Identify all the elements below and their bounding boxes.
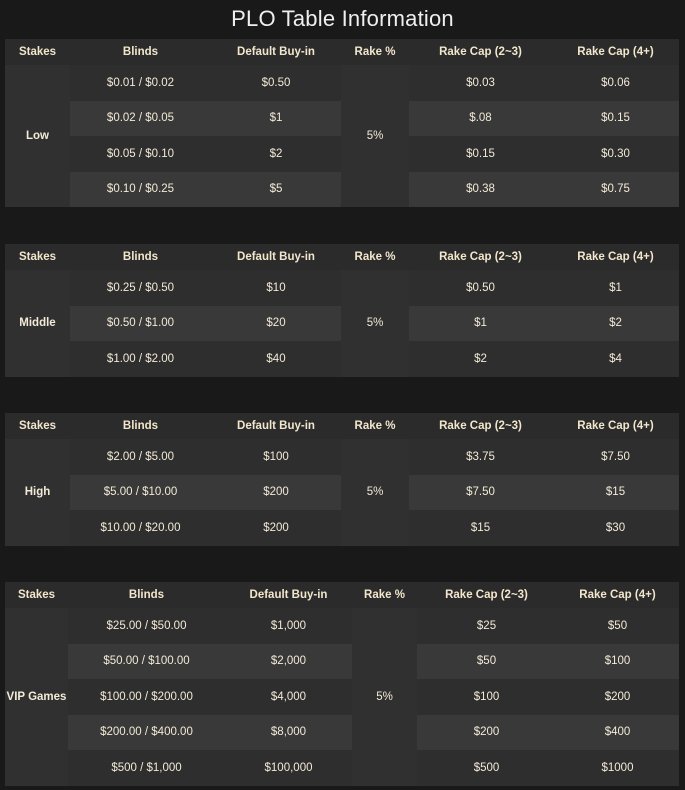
table-row	[5, 750, 679, 786]
buyin-cell: $10	[211, 270, 341, 306]
buyin-cell: $40	[211, 341, 341, 377]
rake-cap-4-plus-cell: $7.50	[552, 439, 679, 475]
blinds-cell: $200.00 / $400.00	[68, 715, 225, 751]
rake-cap-2-3-cell: $2	[409, 341, 552, 377]
rake-cap-2-3-cell: $0.03	[409, 65, 552, 101]
table-header-row	[5, 582, 679, 608]
blinds-cell: $100.00 / $200.00	[68, 679, 225, 715]
stake-level: Middle	[5, 270, 70, 377]
stake-level: VIP Games	[5, 608, 68, 786]
low-stakes-table	[5, 39, 679, 207]
header-default-buyin: Default Buy-in	[211, 413, 341, 439]
rake-cap-2-3-cell: $.08	[409, 101, 552, 137]
blinds-cell: $50.00 / $100.00	[68, 644, 225, 680]
buyin-cell: $200	[211, 475, 341, 511]
header-default-buyin: Default Buy-in	[211, 39, 341, 65]
rake-cap-4-plus-cell: $30	[552, 510, 679, 546]
buyin-cell: $100,000	[225, 750, 352, 786]
buyin-cell: $100	[211, 439, 341, 475]
rake-cap-4-plus-cell: $4	[552, 341, 679, 377]
rake-cap-4-plus-cell: $400	[556, 715, 679, 751]
header-stakes: Stakes	[5, 413, 70, 439]
buyin-cell: $20	[211, 306, 341, 342]
rake-cap-2-3-cell: $100	[417, 679, 556, 715]
header-rake-cap-2-3: Rake Cap (2~3)	[409, 244, 552, 270]
blinds-cell: $25.00 / $50.00	[68, 608, 225, 644]
blinds-cell: $10.00 / $20.00	[70, 510, 211, 546]
header-rake-percent: Rake %	[341, 244, 409, 270]
header-rake-percent: Rake %	[341, 39, 409, 65]
rake-cap-4-plus-cell: $2	[552, 306, 679, 342]
rake-cap-2-3-cell: $0.15	[409, 136, 552, 172]
high-stakes-table	[5, 413, 679, 546]
rake-cap-2-3-cell: $25	[417, 608, 556, 644]
rake-cap-4-plus-cell: $1000	[556, 750, 679, 786]
table-header-row	[5, 413, 679, 439]
rake-cap-2-3-cell: $0.38	[409, 172, 552, 208]
rake-cap-2-3-cell: $500	[417, 750, 556, 786]
buyin-cell: $1	[211, 101, 341, 137]
header-rake-percent: Rake %	[341, 413, 409, 439]
blinds-cell: $5.00 / $10.00	[70, 475, 211, 511]
blinds-cell: $2.00 / $5.00	[70, 439, 211, 475]
table-header-row	[5, 39, 679, 65]
rake-cap-4-plus-cell: $100	[556, 644, 679, 680]
rake-percent-cell: 5%	[341, 270, 409, 377]
vip-stakes-table	[5, 582, 679, 786]
blinds-cell: $0.01 / $0.02	[70, 65, 211, 101]
header-rake-percent: Rake %	[352, 582, 417, 608]
stake-level: High	[5, 439, 70, 546]
table-row	[5, 679, 679, 715]
blinds-cell: $0.02 / $0.05	[70, 101, 211, 137]
header-rake-cap-2-3: Rake Cap (2~3)	[409, 39, 552, 65]
header-rake-cap-4-plus: Rake Cap (4+)	[552, 244, 679, 270]
blinds-cell: $0.50 / $1.00	[70, 306, 211, 342]
rake-percent-cell: 5%	[341, 439, 409, 546]
blinds-cell: $1.00 / $2.00	[70, 341, 211, 377]
rake-cap-4-plus-cell: $0.06	[552, 65, 679, 101]
header-default-buyin: Default Buy-in	[225, 582, 352, 608]
page-title: PLO Table Information	[231, 6, 454, 31]
header-rake-cap-4-plus: Rake Cap (4+)	[552, 413, 679, 439]
header-blinds: Blinds	[70, 413, 211, 439]
blinds-cell: $0.25 / $0.50	[70, 270, 211, 306]
rake-cap-2-3-cell: $0.50	[409, 270, 552, 306]
rake-cap-2-3-cell: $3.75	[409, 439, 552, 475]
table-row	[5, 608, 679, 644]
header-blinds: Blinds	[70, 39, 211, 65]
rake-cap-4-plus-cell: $0.15	[552, 101, 679, 137]
table-row	[5, 644, 679, 680]
buyin-cell: $1,000	[225, 608, 352, 644]
header-blinds: Blinds	[68, 582, 225, 608]
header-rake-cap-4-plus: Rake Cap (4+)	[556, 582, 679, 608]
header-rake-cap-2-3: Rake Cap (2~3)	[417, 582, 556, 608]
middle-stakes-table	[5, 244, 679, 377]
rake-cap-4-plus-cell: $50	[556, 608, 679, 644]
rake-cap-2-3-cell: $15	[409, 510, 552, 546]
buyin-cell: $0.50	[211, 65, 341, 101]
buyin-cell: $4,000	[225, 679, 352, 715]
header-blinds: Blinds	[70, 244, 211, 270]
header-rake-cap-2-3: Rake Cap (2~3)	[409, 413, 552, 439]
table-row	[5, 715, 679, 751]
rake-cap-2-3-cell: $200	[417, 715, 556, 751]
rake-percent-cell: 5%	[352, 608, 417, 786]
rake-cap-4-plus-cell: $1	[552, 270, 679, 306]
header-stakes: Stakes	[5, 582, 68, 608]
buyin-cell: $8,000	[225, 715, 352, 751]
rake-cap-4-plus-cell: $200	[556, 679, 679, 715]
table-row	[5, 270, 679, 306]
buyin-cell: $2,000	[225, 644, 352, 680]
rake-cap-4-plus-cell: $15	[552, 475, 679, 511]
buyin-cell: $5	[211, 172, 341, 208]
rake-cap-2-3-cell: $7.50	[409, 475, 552, 511]
rake-cap-4-plus-cell: $0.30	[552, 136, 679, 172]
blinds-cell: $0.10 / $0.25	[70, 172, 211, 208]
rake-cap-4-plus-cell: $0.75	[552, 172, 679, 208]
rake-cap-2-3-cell: $1	[409, 306, 552, 342]
buyin-cell: $2	[211, 136, 341, 172]
header-default-buyin: Default Buy-in	[211, 244, 341, 270]
table-row	[5, 65, 679, 101]
table-row	[5, 439, 679, 475]
buyin-cell: $200	[211, 510, 341, 546]
rake-cap-2-3-cell: $50	[417, 644, 556, 680]
table-header-row	[5, 244, 679, 270]
rake-percent-cell: 5%	[341, 65, 409, 207]
blinds-cell: $0.05 / $0.10	[70, 136, 211, 172]
blinds-cell: $500 / $1,000	[68, 750, 225, 786]
header-stakes: Stakes	[5, 244, 70, 270]
header-stakes: Stakes	[5, 39, 70, 65]
stake-level: Low	[5, 65, 70, 207]
header-rake-cap-4-plus: Rake Cap (4+)	[552, 39, 679, 65]
